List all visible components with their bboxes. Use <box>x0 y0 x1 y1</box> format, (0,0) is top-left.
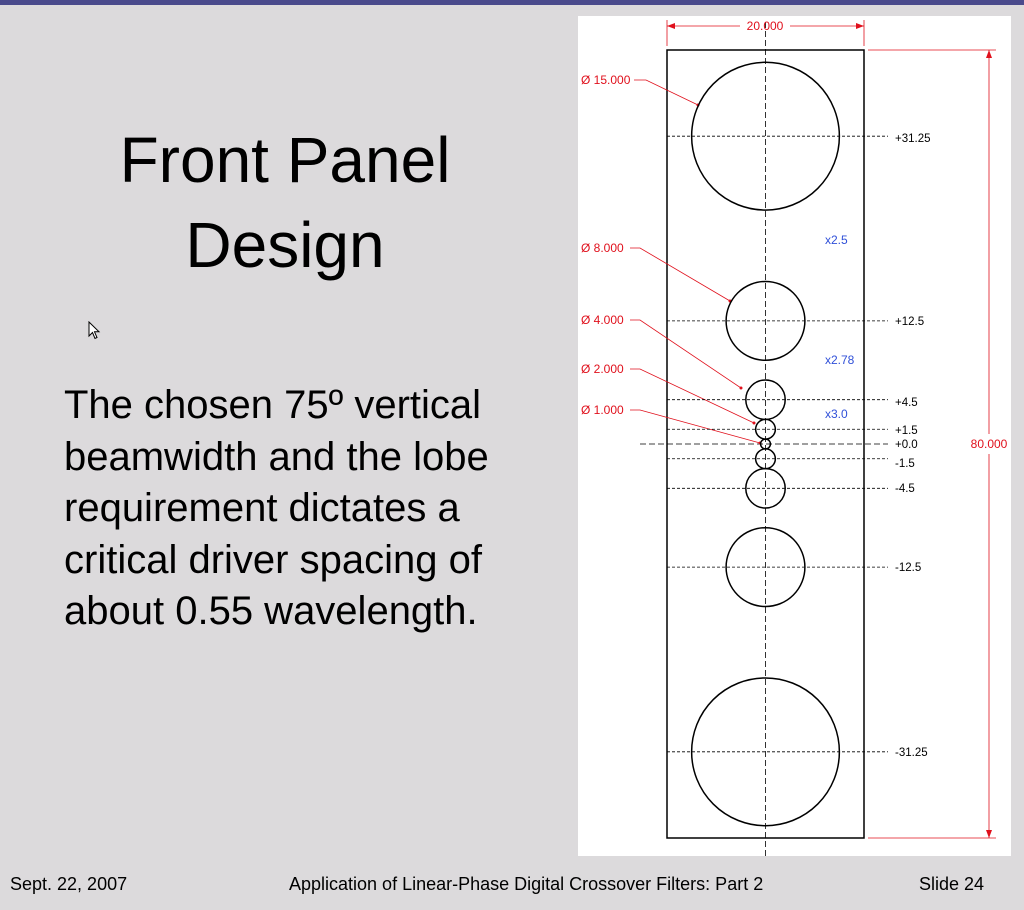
footer-slide-number: Slide 24 <box>919 874 985 894</box>
position-label: +1.5 <box>895 425 918 437</box>
position-label: -4.5 <box>895 483 915 495</box>
width-dimension-label: 20.000 <box>746 19 784 33</box>
position-label: -12.5 <box>895 562 922 574</box>
diameter-callout: Ø 4.000 <box>581 313 624 327</box>
position-label: -1.5 <box>895 458 915 470</box>
slide-top-bar <box>0 0 1024 5</box>
position-label: +4.5 <box>895 397 918 409</box>
front-panel-drawing <box>578 16 1011 856</box>
position-label: +12.5 <box>895 316 925 328</box>
slide-body-text: The chosen 75º vertical beamwidth and the lobe requirement dictates a critical driver spacing of about 0.55 wavelength. <box>64 383 489 633</box>
position-label: +31.25 <box>895 133 931 145</box>
diameter-callout: Ø 1.000 <box>581 403 624 417</box>
ratio-label: x3.0 <box>825 407 848 421</box>
footer-date: Sept. 22, 2007 <box>10 874 128 894</box>
slide-title <box>60 118 510 288</box>
position-label: -31.25 <box>895 747 928 759</box>
slide-title-line-2: Design <box>185 209 385 281</box>
diameter-callout: Ø 15.000 <box>581 73 631 87</box>
leader-arrowheads <box>697 104 762 445</box>
height-dimension-label: 80.000 <box>970 437 1008 451</box>
ratio-label: x2.78 <box>825 353 855 367</box>
diameter-callout: Ø 2.000 <box>581 362 624 376</box>
mouse-pointer-icon <box>88 321 102 341</box>
diameter-callout: Ø 8.000 <box>581 241 624 255</box>
slide-title-line-1: Front Panel <box>119 124 451 196</box>
position-label: +0.0 <box>895 439 918 451</box>
ratio-label: x2.5 <box>825 233 848 247</box>
footer-presentation-title: Application of Linear-Phase Digital Crossover Filters: Part 2 <box>289 874 764 894</box>
